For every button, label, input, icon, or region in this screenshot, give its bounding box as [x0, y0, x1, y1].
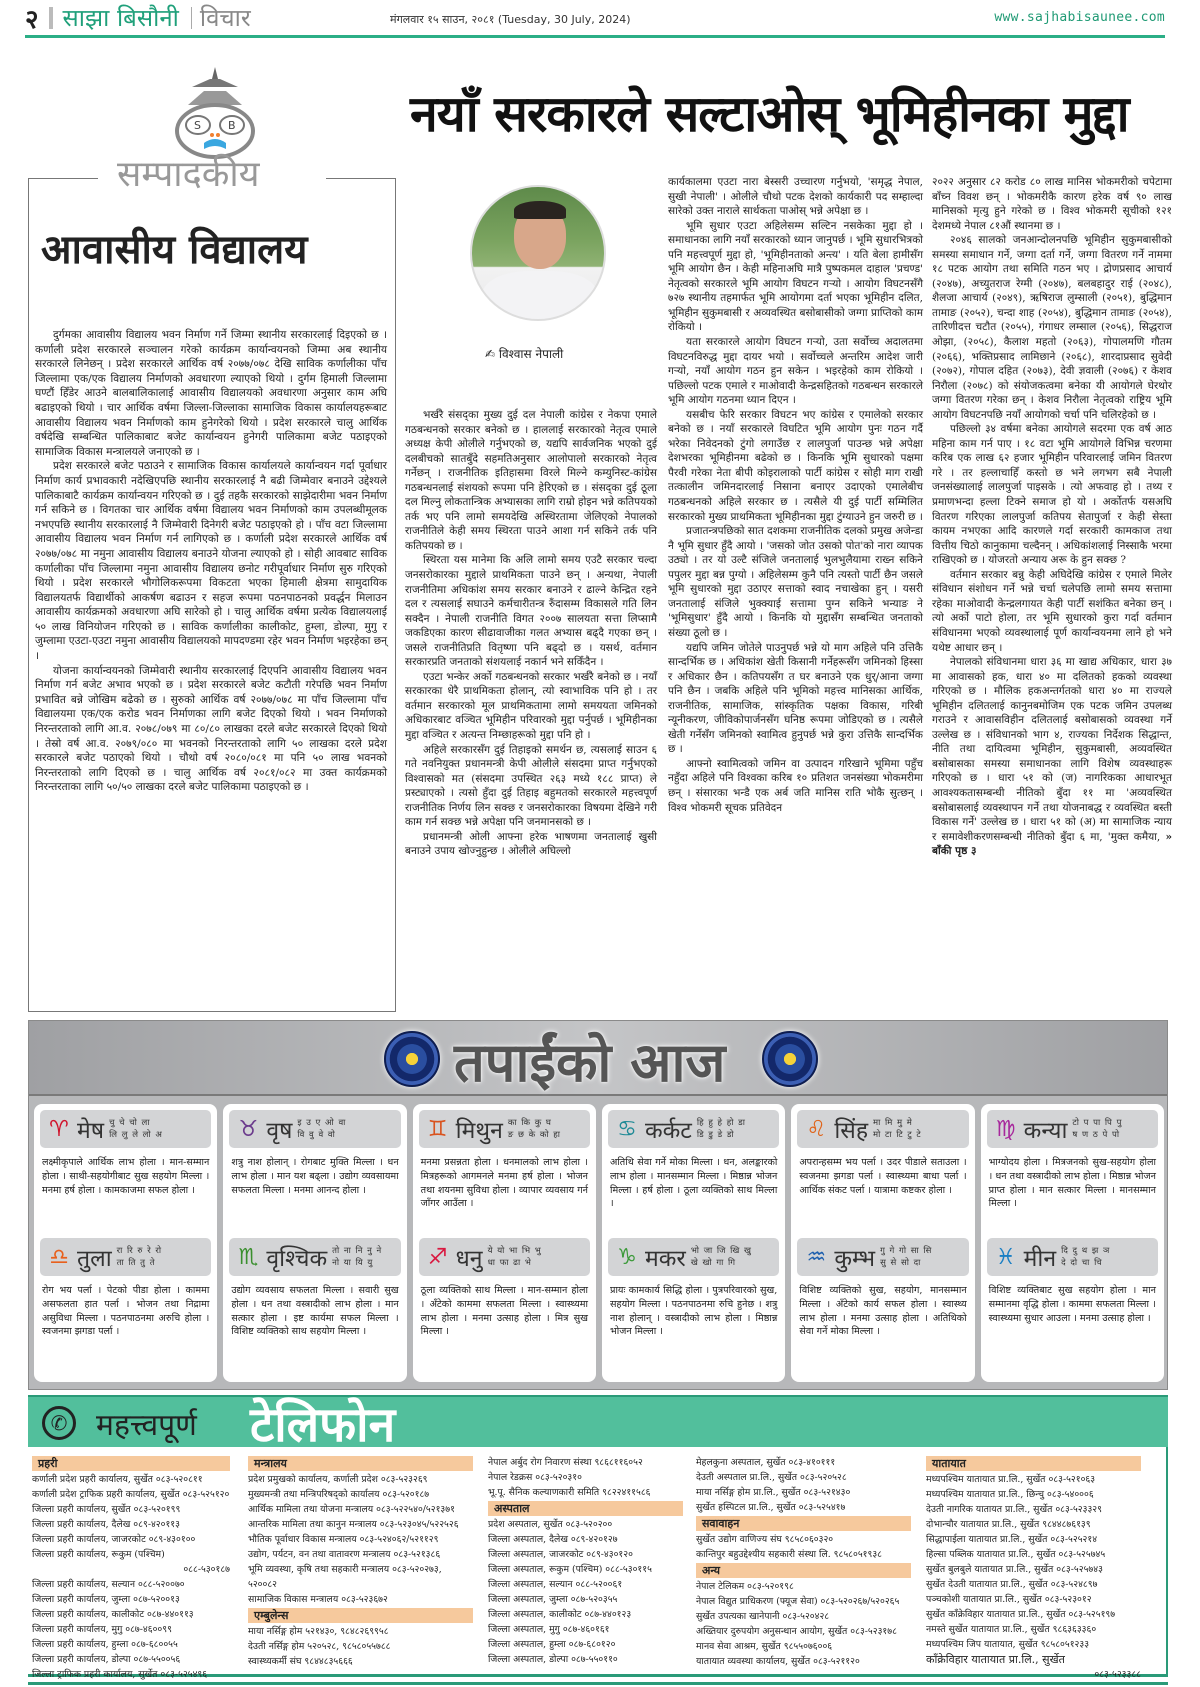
zodiac-name: तुला: [77, 1246, 112, 1272]
directory-entry: सुर्खेत देउती यातायात प्रा.लि., सुर्खेत ०८३-५२४८९७: [926, 1579, 1098, 1590]
svg-text:B: B: [228, 119, 236, 132]
article-paragraph: अहिले सरकारसँग दुई तिहाइको समर्थन छ, त्यसलाई साउन ६ गते नवनियुक्त प्रधानमन्त्री केपी ओलीले संसदमा प्राप्त गर्नुभएको विश्वासको मत (संसदमा उपस्थित २६३ मध्ये १८८ प्राप्त) ले प्रस्ट्याएको । त्यसो हुँदा दुई तिहाइ बहुमतको सरकारले महत्त्वपूर्ण राजनीतिक निर्णय लिन सक्छ र जनसरोकारका विषयमा देखिने गरी काम गर्न सक्छ भन्ने अपेक्षा पनि जनमानसको छ ।: [405, 743, 657, 829]
article-paragraph: [932, 655, 1172, 859]
zodiac-banner: [797, 1110, 968, 1148]
article-paragraph: २०४६ सालको जनआन्दोलनपछि भूमिहीन सुकुमबासीको समस्या समाधान गर्ने, जग्गा दर्ता गर्ने, जग्गा वितरण गर्ने नाममा १८ पटक आयोग तथा समिति गठन भए । द्रोणप्रसाद आचार्य (२०४७), अच्युतराज रेग्मी (२०४७), बलबहादुर राई (२०४८), शैलजा आचार्य (२०४९), ऋषिराज लुम्साली (२०५१), बुद्धिमान तामाङ (२०५२), चन्दा शाह (२०५४), बुद्धिमान तामाङ (२०५४), तारिणीदत्त चटौत (२०५५), गंगाधर लम्साल (२०५६), सिद्धराज ओझा, (२०५८), कैलाश महतो (२०६३), गोपालमणि गौतम (२०६६), भक्तिप्रसाद लामिछाने (२०६८), शारदाप्रसाद सुवेदी (२०७२), गोपाल दहित (२०७३), देवी ज्ञवाली (२०७६) र केशव निरौला (२०७८) को संयोजकत्वमा बनेका यी आयोगले घेरथोर जग्गा वितरण गरेका छन् । केशव निरौला नेतृत्वको राष्ट्रिय भूमि आयोग विघटनपछि नयाँ आयोगको चर्चा पनि चलिरहेको छ ।: [932, 234, 1172, 421]
zodiac-name: कुम्भ: [834, 1246, 876, 1272]
syllables-line: भो जा जि खि खु: [690, 1246, 752, 1256]
directory-entry: जिल्ला प्रहरी कार्यालय, रूकुम (पश्चिम): [32, 1549, 165, 1560]
syllables-line: दि दु थ झ ञ: [1061, 1246, 1111, 1256]
directory-entry: देउती अस्पताल प्रा.लि., सुर्खेत ०८३-५२०५२८: [696, 1472, 847, 1483]
syllables-line: टो प पा पि पु: [1072, 1118, 1123, 1128]
directory-entry: जिल्ला अस्पताल, मुगु ०८७-४६०१६१: [488, 1624, 610, 1635]
author-photo: [470, 185, 606, 321]
editorial-paragraph: दुर्गमका आवासीय विद्यालय भवन निर्माण गर्ने जिम्मा स्थानीय सरकारलाई दिइएको छ । कर्णाली प्रदेश सरकारले सञ्चालन गरेको कार्यक्रम कार्यान्वयनको जिम्मा अब स्थानीय सरकारले लिनेछन् । प्रदेश सरकारले आर्थिक वर्ष २०७७/०७८ देखि साविक कर्णालीका पाँच जिल्लामा एक/एक विद्यालय निर्माणको अवधारणा ल्याएको थियो । दुर्गम हिमाली जिल्लामा घण्टौं हिँडेर आउने बालबालिकालाई आवासीय विद्यालयको अवधारणा अनुसार काम अघि बढाइएको थियो । चार आर्थिक वर्षमा जिल्ला-जिल्लाका सामाजिक विकास कार्यालयहरूबाट आवासीय विद्यालय भवन निर्माणको काम हुनेगरेको थियो । प्रदेश सरकारले चालु आर्थिक वर्षदेखि सम्बन्धित पालिकाबाट बजेट कार्यान्वयन हुनेगरी पालिकामा बजेट पठाइएको सामाजिक विकास मन्त्रालयले जनाएको छ ।: [35, 329, 387, 458]
publication-date: मंगलवार १५ साउन, २०८१ (Tuesday, 30 July, 2024): [390, 13, 631, 26]
telephone-title-part2: टेलिफोन: [250, 1397, 396, 1453]
directory-entry: जिल्ला अस्पताल, हुम्ला ०८७-६८०१२०: [488, 1639, 616, 1650]
archer-icon: ♐: [427, 1244, 448, 1270]
directory-category: अन्य: [696, 1563, 911, 1578]
article-paragraph: यसबीच फेरि सरकार विघटन भए कांग्रेस र एमालेको सरकार बनेको छ । नयाँ सरकारले विघटित भूमि आयोग पुनः गठन गर्दै भरेका निवेदनको टुंगो लगाउँछ र लालपुर्जा पाउन्छ भन्ने अपेक्षा देशभरका भूमिहीनमा बढेको छ । किनकि भूमि सुधारको पक्षमा पैरवी गरेका नेता बीपी कोइरालाको पार्टी कांग्रेस र सोही माग राखी तत्कालीन जमिनदारलाई निसाना बनाएर उदाएको एमालेबीच गठबन्धनको अहिले सरकार छ । त्यसैले यी दुई पार्टी सम्मिलित सरकारको मुख्य प्राथमिकता भूमिहीनका मुद्दा टुंग्याउने हुन जरुरी छ ।: [668, 408, 923, 523]
directory-entry: काँक्रेविहार यातायात प्रा.लि., सुर्खेत: [926, 1653, 1065, 1666]
zodiac-prediction: विशिष्ट व्यक्तिको सुख, सहयोग, मानसम्मान मिल्ला । अँटेको कार्य सफल होला । स्वास्थ्य लाभ होला । मनमा उत्साह होला । अतिथिको सेवा गर्ने मोका मिल्ला ।: [799, 1285, 967, 1338]
syllables-line: डि डु डे डो: [696, 1130, 735, 1140]
masthead-divider: [49, 7, 53, 29]
directory-column: [32, 1455, 230, 1682]
directory-entry: कर्णाली प्रदेश ट्राफिक प्रहरी कार्यालय, सुर्खेत ०८३-५२५१२०: [32, 1489, 230, 1500]
zodiac-wheel-icon: [384, 1031, 440, 1087]
horoscope-card: [981, 1104, 1164, 1382]
article-paragraph: भर्खरै संसद्का मुख्य दुई दल नेपाली कांग्रेस र नेकपा एमाले गठबन्धनको सरकार बनेको छ । हाललाई सरकारको नेतृत्व एमाले अध्यक्ष केपी ओलीले गर्नुभएको छ, यद्यपि सार्वजनिक भएको दुई दलबीचको सातबुँदे सहमतिअनुसार आलोपालो सरकारको नेतृत्व गर्नेछन् । राजनीतिक इतिहासमा विरले मिल्ने कम्युनिस्ट-कांग्रेस गठबन्धनलाई संशयको रूपमा पनि हेरिएको छ । संसद्का दुई ठूला दल मिल्नु लोकतान्त्रिक अभ्यासका लागि राम्रो होइन भन्ने कतिपयको तर्क भए पनि लामो समयदेखि अस्थिरतामा जेलिएको नेपालको राजनीतिले केही समय स्थिरता पाउने आशा गर्न सकिने तर्क पनि कतिपयको छ ।: [405, 409, 657, 552]
telephone-title-part1: महत्त्वपूर्ण: [96, 1408, 197, 1443]
syllables-line: धा फा ढा भे: [487, 1258, 532, 1268]
directory-entry: पञ्चकोशी यातायात प्रा.लि., सुर्खेत ०८३-५२३०१२: [926, 1594, 1092, 1605]
directory-category: यातायात: [926, 1456, 1141, 1471]
twins-icon: ♊: [427, 1116, 448, 1142]
directory-entry: सुर्खेत बुलबुले यातायात प्रा.लि., सुर्खेत ०८३-५२५७४३: [926, 1564, 1103, 1575]
directory-entry: हिल्सा पब्लिक यातायात प्रा.लि., सुर्खेत ०८३-५२५७४५: [926, 1549, 1106, 1560]
continued-on-page-link[interactable]: » बाँकी पृष्ठ ३: [932, 830, 1172, 858]
zodiac-name: कर्कट: [644, 1118, 692, 1144]
directory-entry: देउती नागरिक यातायत प्रा.लि., सुर्खेत ०८३-५२३३२९: [926, 1504, 1102, 1515]
horoscope-card: [223, 1104, 406, 1382]
syllables-line: इ उ ए ओ वा: [297, 1118, 347, 1128]
horoscope-header: [29, 1021, 1167, 1096]
article-column-3: [932, 175, 1172, 859]
zodiac-name: सिंह: [834, 1118, 869, 1144]
directory-entry: जिल्ला अस्पताल, दैलेख ०८९-४२०१२७: [488, 1534, 618, 1545]
directory-entry: स्वास्थ्यकर्मी संघ ९८४४८३५६६६: [248, 1656, 353, 1667]
bull-icon: ♉: [238, 1116, 259, 1142]
syllables-line: मो टा टि टु टे: [873, 1130, 922, 1140]
directory-entry: जिल्ला अस्पताल, सल्यान ०८८-५२००६१: [488, 1579, 623, 1590]
directory-entry: माया नर्सिङ्ग होम प्रा.लि., सुर्खेत ०८३-५२१४३०: [696, 1487, 851, 1498]
masthead: [25, 0, 1165, 38]
masthead-divider: [191, 7, 192, 29]
zodiac-prediction: विशिष्ट व्यक्तिबाट सुख सहयोग होला । मान सम्मानमा वृद्धि होला । काममा सफलता मिल्ला । स्वास्थ्यमा सुधार आउला । मनमा उत्साह होला ।: [988, 1285, 1156, 1324]
telephone-header: [28, 1395, 1168, 1453]
article-paragraph: एउटा भन्केर अर्को गठबन्धनको सरकार भर्खरै बनेको छ । नयाँ सरकारका धेरै प्राथमिकता होलान्, त्यो स्वाभाविक पनि हो । तर वर्तमान सरकारको मूल प्राथमिकतामा लामो समययता जमिनको अधिकारबाट वञ्चित भूमिहीन परिवारको मुद्दा पर्नुपर्छ । भूमिहीनका मुद्दा वञ्चित र अत्यन्त निम्छाहरूको मुद्दा पनि हो ।: [405, 670, 657, 742]
zodiac-syllables: [508, 1117, 561, 1141]
author-name: विश्वास नेपाली: [498, 347, 564, 361]
article-paragraph: प्रधानमन्त्री ओली आफ्ना हरेक भाषणमा जनतालाई खुसी बनाउने उपाय खोज्नुहुन्छ । ओलीले अघिल्लो: [405, 830, 657, 858]
zodiac-name: मेष: [77, 1118, 105, 1144]
author-photo-hair: [514, 201, 566, 219]
zodiac-banner: [419, 1238, 590, 1276]
zodiac-name: कन्या: [1023, 1118, 1068, 1144]
author-photo-shirt: [482, 271, 598, 321]
directory-entry: मध्यपश्चिम जिप यातायात, सुर्खेत ९८५८०५१२३३: [926, 1639, 1090, 1650]
ram-icon: ♈: [49, 1116, 69, 1142]
directory-entry: सिद्धापाईला यातायात प्रा.लि., सुर्खेत ०८३-५२५२१४: [926, 1534, 1098, 1545]
directory-entry: भू.पू. सैनिक कल्याणकारी समिति ९८२२४११५८६: [488, 1487, 651, 1498]
article-paragraph: कार्यकालमा एउटा नारा बेस्सरी उच्चारण गर्नुभयो, 'समृद्ध नेपाल, सुखी नेपाली' । ओलीले चौथो पटक देशको कार्यकारी पद सम्हाल्दा सारेको उक्त नाराले सार्थकता पाओस् भन्ने अपेक्षा छ ।: [668, 176, 923, 218]
directory-entry: सुर्खेत उद्योग वाणिज्य संघ ९८५८०६०३२०: [696, 1534, 834, 1545]
section-name: विचार: [199, 4, 251, 32]
zodiac-syllables: [697, 1117, 746, 1141]
horoscope-card: [791, 1104, 974, 1382]
phone-icon: ✆: [42, 1406, 76, 1440]
directory-entry: जिल्ला प्रहरी कार्यालय, सुर्खेत ०८३-५२०१९९: [32, 1504, 181, 1515]
continued-label: बाँकी पृष्ठ ३: [932, 845, 977, 858]
directory-entry: देउती नर्सिङ्ग होम ५२०५२८, ९८५८०५५७८८: [248, 1641, 391, 1652]
zodiac-banner: [987, 1110, 1158, 1148]
scorpion-icon: ♏: [238, 1244, 259, 1270]
zodiac-syllables: [1072, 1117, 1122, 1141]
zodiac-name: वृश्चिक: [266, 1246, 328, 1272]
editorial-label: सम्पादकीय: [117, 154, 260, 195]
goat-icon: ♑: [617, 1244, 637, 1270]
directory-entry: नेपाल अर्बुद रोग निवारण संस्था ९८६८११६०५२: [488, 1457, 643, 1468]
directory-entry: कर्णाली प्रदेश प्रहरी कार्यालय, सुर्खेत ०८३-५२०८११: [32, 1474, 203, 1485]
article-paragraph: यद्यपि जमिन जोतेले पाउनुपर्छ भन्ने यो माग अहिले पनि उत्तिकै सान्दर्भिक छ । अधिकांश खेती किसानी गर्नेहरूसँग जमिनको हिस्सा र अधिकार छैन । कतिपयसँग त घर बनाउने एक धुर्/आना जग्गा पनि छैन । जबकि अहिले पनि भूमिको महत्त्व मानिसका आर्थिक, राजनीतिक, सामाजिक, सांस्कृतिक पक्षका विकास, गरिबी न्यूनीकरण, जीविकोपार्जनसँग घनिष्ठ रूपमा जोडिएको छ । त्यसैले खेती गर्नेसँग जमिनको स्वामित्व हुनुपर्छ भन्ने कुरा उत्तिकै सान्दर्भिक छ ।: [668, 641, 923, 756]
zodiac-prediction: अपरान्हसम्म भय पर्ला । उदर पीडाले सताउला । स्वजनमा झगडा पर्ला । स्वास्थ्यमा बाधा पर्ला । आर्थिक संकट पर्ला । यात्रामा कष्टकर होला ।: [799, 1157, 967, 1196]
lion-icon: ♌: [806, 1116, 827, 1142]
directory-entry: नेपाल रेडक्रस ०८३-५२०३१०: [488, 1472, 582, 1483]
directory-entry: भौतिक पूर्वाधार विकास मन्त्रालय ०८३-५२४०६२/५२११२९: [248, 1534, 439, 1545]
directory-entry: नेपाल विद्युत प्राधिकरण (फ्यूज सेवा) ०८३-५२०२६७/५२०२६५: [696, 1596, 900, 1607]
directory-entry: जिल्ला अस्पताल, कालीकोट ०८७-४४०१२३: [488, 1609, 632, 1620]
directory-entry: मध्यपश्चिम यातायात प्रा.लि., सुर्खेत ०८३-५२१०६३: [926, 1474, 1096, 1485]
pen-icon: ✍: [485, 347, 499, 361]
directory-entry: मानव सेवा आश्रम, सुर्खेत ९८५५०७६००६: [696, 1641, 833, 1652]
author-byline: [485, 345, 563, 362]
zodiac-syllables: [880, 1245, 932, 1269]
directory-entry: नमस्ते सुर्खेत यातायात प्रा.लि., सुर्खेत ९८६३६३३६०: [926, 1624, 1097, 1635]
zodiac-name: मीन: [1023, 1246, 1057, 1272]
horoscope-card: [34, 1104, 217, 1382]
article-paragraph: २०२२ अनुसार ८२ करोड ८० लाख मानिस भोकमरीको चपेटामा बाँच्न विवश छन् । भोकमरीकै कारण हरेक वर्ष ९० लाख मानिसको मृत्यु हुने गरेको छ । विश्व भोकमरी सूचीको १२१ देशमध्ये नेपाल ८१औं स्थानमा छ ।: [932, 176, 1172, 232]
directory-entry: कान्तिपुर बहुउद्देश्यीय सहकारी संस्था लि. ९८५८०५१९३८: [696, 1549, 883, 1560]
horoscope-card: [602, 1104, 785, 1382]
article-paragraph: पछिल्लो ३४ वर्षमा बनेका आयोगले सदरमा एक वर्ष आठ महिना काम गर्न पाए । १८ वटा भूमि आयोगले विभिन्न चरणमा करिब एक लाख ६२ हजार भूमिहीन परिवारलाई जमिन वितरण गरे । तर हल्लाचाहिँ कस्तो छ भने लगभग सबै नेपाली जनसंख्यालाई लालपुर्जा पाइसके । त्यो अफवाह हो । तथ्य र प्रमाणभन्दा हल्ला टिक्ने समाज हो यो । अर्कोतर्फ यसअघि वितरण गरिएका लालपुर्जा कतिपय सेतापुर्जा र केही सेस्ता कायम नभएका आदि कारणले गर्दा सरकारी कामकाज तथा वित्तीय चिठो कानुकामा चल्दैनन् । अधिकांशलाई निस्साकै भरमा राखिएको छ । योजरतो अन्याय अरू के हुन सक्छ ?: [932, 423, 1172, 567]
zodiac-banner: [229, 1238, 400, 1276]
article-headline: नयाँ सरकारले सल्टाओस् भूमिहीनका मुद्दा: [410, 85, 1129, 143]
directory-entry: दोभान्चौर यातायात प्रा.लि., सुर्खेत ९८४४८७६१३९: [926, 1519, 1091, 1530]
directory-entry: जिल्ला प्रहरी कार्यालय, डोल्पा ०८७-५५००५६: [32, 1654, 181, 1665]
directory-entry: जिल्ला प्रहरी कार्यालय, कालीकोट ०८७-४४०११३: [32, 1609, 194, 1620]
article-column-1: [405, 408, 657, 859]
zodiac-banner: [419, 1110, 590, 1148]
zodiac-syllables: [332, 1245, 382, 1269]
syllables-line: चु चे चो ला: [109, 1118, 151, 1128]
syllables-line: लि लु ले लो अ: [109, 1130, 163, 1140]
zodiac-name: वृष: [266, 1118, 293, 1144]
fish-icon: ♓: [995, 1244, 1016, 1270]
zodiac-syllables: [488, 1245, 542, 1269]
directory-category: सवावाहन: [696, 1516, 911, 1531]
directory-entry: प्रदेश प्रमुखको कार्यालय, कर्णाली प्रदेश ०८३-५२३२६९: [248, 1474, 428, 1485]
article-paragraph: प्रजातन्त्रपछिको सात दशकमा राजनीतिक दलको प्रमुख अजेन्डा नै भूमि सुधार हुँदै आयो । 'जसको जोत उसको पोत'को नारा व्यापक उठ्यो । तर यो उल्टै संजिले जनतालाई भुलभुलैयामा राख्न सकिने पपुलर मुद्दा बन्न पुग्यो । अहिलेसम्म कुनै पनि त्यस्तो पार्टी छैन जसले भूमि सुधारको मुद्दा उठाएर सत्ताको स्वाद नचाखेका हुन् । यसरी जनतालाई संजिले भुक्क्याई सत्तामा पुग्न सकिने भन्याङ ने 'भूमिसुधार' हुँदै आयो । किनकि यो मुद्दासँग सम्बन्धित जनताको संख्या ठूलो छ ।: [668, 525, 923, 639]
zodiac-name: मिथुन: [455, 1118, 503, 1144]
maiden-icon: ♍: [995, 1116, 1016, 1142]
horoscope-section: [28, 1020, 1168, 1390]
editorial-title: आवासीय विद्यालय: [41, 227, 308, 273]
zodiac-prediction: अतिथि सेवा गर्ने मोका मिल्ला । धन, अलङ्कारको लाभ होला । मानसम्मान मिल्ला । मिष्ठान्न भोजन मिल्ला । हर्ष होला । ठूला व्यक्तिको साथ मिल्ला ।: [609, 1157, 778, 1210]
directory-entry: जिल्ला प्रहरी कार्यालय, मुगु ०८७-४६००९९: [32, 1624, 172, 1635]
zodiac-prediction: ठूला व्यक्तिको साथ मिल्ला । मान-सम्मान होला । अँटेको काममा सफलता मिल्ला । स्वास्थ्यमा लाभ होला । मनमा उत्साह होला । मित्र सुख मिल्ला ।: [420, 1285, 588, 1338]
directory-entry: उद्योग, पर्यटन, वन तथा वातावरण मन्त्रालय ०८३-५२१३८६: [248, 1549, 441, 1560]
zodiac-banner: [797, 1238, 968, 1276]
zodiac-syllables: [873, 1117, 922, 1141]
directory-entry: सुर्खेत हस्पिटल प्रा.लि., सुर्खेत ०८३-५२५४१७: [696, 1502, 846, 1513]
directory-category: प्रहरी: [32, 1456, 230, 1471]
syllables-line: ष ण ठ पे पो: [1072, 1130, 1121, 1140]
directory-column: [488, 1455, 683, 1667]
zodiac-prediction: उद्योग व्यवसाय सफलता मिल्ला । सवारी सुख होला । धन तथा वस्त्रादीको लाभ होला । मान सत्कार होला । इष्ट कार्यमा सफल मिल्ला । विशिष्ट व्यक्तिको साथ सहयोग मिल्ला ।: [231, 1285, 399, 1338]
editorial-body: [35, 328, 387, 795]
directory-entry: जिल्ला प्रहरी कार्यालय, जुम्ला ०८७-५२००१३: [32, 1594, 180, 1605]
syllables-line: गु गे गो सा सि: [880, 1246, 933, 1256]
syllables-line: ये यो भा भि भु: [487, 1246, 542, 1256]
syllables-line: हि हु हे हो डा: [696, 1118, 746, 1128]
zodiac-wheel-icon: [762, 1031, 818, 1087]
editorial-paragraph: प्रदेश सरकारले बजेट पठाउने र सामाजिक विकास कार्यालयले कार्यान्वयन गर्दा पूर्वाधार निर्माण कार्य प्रभावकारी नदेखिएपछि स्थानीय सरकारलाई नै बढी जिम्मेवार बनाउने उद्देश्यले पालिकाबाटै कार्यक्रम कार्यान्वयन गरिएको छ । दुई तहकै सरकारको साझेदारीमा भवन निर्माण गर्न सकिने छ । विगतका चार आर्थिक वर्षमा विद्यालय भवन निर्माणको काम उपलब्धीमूलक नभएपछि स्थानीय सरकारलाई नै जिम्मेवारी दिनेगरी बजेट पठाइएको हो । पाँच वटा जिल्लामा आवासीय विद्यालय भवन निर्माण गर्न लागिएको छ । कर्णाली प्रदेश सरकारले आर्थिक वर्ष २०७७/०७८ मा नमुना आवासीय विद्यालय बनाउने योजना ल्याएको हो । सोही आवबाट साविक कर्णालीका पाँच जिल्लामा नमुना आवासीय विद्यालय छनोट गरीपूर्वाधार निर्माण सुरु गरिएको थियो । प्रदेश सरकारले भौगोलिकरूपमा विकटता भएका हिमाली क्षेत्रमा सामुदायिक विद्यालयतर्फ विद्यार्थीको आकर्षण बढाउन र सहज रूपमा पठनपाठनको प्रवर्द्धन मिलाउन आवासीय कार्यक्रमको अवधारणा अघि सारेको हो । चालु आर्थिक वर्षमा प्रत्येक विद्यालयलाई ५० लाख विनियोजन गरिएको छ । साविक कर्णालीका कालीकोट, हुम्ला, डोल्पा, मुगु र जुम्लामा एउटा-एउटा नमुना आवासीय विद्यालयको मापदण्डमा रहेर भवन निर्माण भइरहेका छन् ।: [35, 460, 387, 663]
directory-entry: प्रदेश अस्पताल, सुर्खेत ०८३-५२०२००: [488, 1519, 613, 1530]
directory-entry: जिल्ला प्रहरी कार्यालय, जाजरकोट ०८९-४३०१००: [32, 1534, 196, 1545]
directory-entry: मध्यपश्चिम यातायात प्रा.लि., छिन्चु ०८३-५४०००६: [926, 1489, 1094, 1500]
syllables-line: नो या यि यु: [332, 1258, 374, 1268]
directory-entry: भूमि व्यवस्था, कृषि तथा सहकारी मन्त्रालय ०८३-५२०२७३, ५२००८२: [248, 1564, 442, 1590]
article-column-2: [668, 175, 923, 815]
article-paragraph-text: नेपालको संविधानमा धारा ३६ मा खाद्य अधिकार, धारा ३७ मा आवासको हक, धारा ४० मा दलितको हकको व्यवस्था गरिएको छ । मौलिक हकअन्तर्गतको धारा ४० मा राज्यले भूमिहीन दलितलाई कानुनबमोजिम एक पटक जमिन उपलब्ध गराउने र आवासविहीन दलितलाई बसोबासको व्यवस्था गर्ने उल्लेख छ । संविधानको भाग ४, राज्यका निर्देशक सिद्धान्त, नीति तथा दायित्वमा भूमिहीन, सुकुमबासी, अव्यवस्थित बसोबासका समस्या समाधानका लागि विशेष व्यवस्थाहरू गरिएको छ । धारा ५१ को (ज) नागरिकका आधारभूत आवश्यकतासम्बन्धी नीतिको बुँदा ११ मा 'अव्यवस्थित बसोबासलाई व्यवस्थापन गर्ने तथा योजनाबद्ध र व्यवस्थित बस्ती विकास गर्ने' उल्लेख छ । धारा ५१ को (अ) मा सामाजिक न्याय र समावेशीकरणसम्बन्धी नीतिको बुँदा ६ मा, 'मुक्त कमैया,: [932, 656, 1172, 843]
syllables-line: मा मि मु मे: [873, 1118, 913, 1128]
zodiac-prediction: प्रायः कामकार्य सिद्धि होला । पुत्रपरिवारको सुख, सहयोग मिल्ला । पठनपाठनमा रुचि हुनेछ । शत्रु नाश होलान् । वस्त्रादीको लाभ होला । मिष्ठान्न भोजन मिल्ला ।: [609, 1285, 778, 1338]
directory-entry: आन्तरिक मामिला तथा कानुन मन्त्रालय ०८३-५२३०४५/५२२५२६: [248, 1519, 459, 1530]
crab-icon: ♋: [617, 1116, 637, 1142]
syllables-line: खे खो गा गि: [690, 1258, 737, 1268]
article-paragraph: वर्तमान सरकार बन्नु केही अघिदेखि कांग्रेस र एमाले मिलेर संविधान संशोधन गर्ने भन्ने चर्चा चलेपछि लामो समय सत्तामा रहेका माओवादी केन्द्रलगायत केही पार्टी सशंकित बनेका छन् । त्यो अर्को पाटो होला, तर भूमि सुधारको कुरा गर्दा वर्तमान संविधानमा भएको व्यवस्थालाई पूर्ण कार्यान्वयनमा लाने हो भने यथेष्ट आधार छन् ।: [932, 568, 1172, 654]
directory-entry: जिल्ला प्रहरी कार्यालय, सल्यान ०८८-५२००७०: [32, 1579, 185, 1590]
zodiac-name: धनु: [455, 1246, 483, 1272]
directory-entry: जिल्ला ट्राफिक प्रहरी कार्यालय, सुर्खेत ०८३-५२५४९६: [32, 1669, 208, 1680]
svg-text:S: S: [194, 119, 201, 132]
directory-entry: जिल्ला अस्पताल, डोल्पा ०८७-५५०११०: [488, 1654, 618, 1665]
directory-entry: माया नर्सिङ्ग होम ५२१४३०, ९८४८२६९९५८: [248, 1626, 389, 1637]
zodiac-prediction: शत्रु नाश होलान् । रोगबाट मुक्ति मिल्ला । धन लाभ होला । मान यश बढ्ला । उद्योग व्यवसायमा सफलता मिल्ला । मनमा आनन्द होला ।: [231, 1157, 399, 1196]
water-pot-icon: ♒: [806, 1244, 827, 1270]
directory-entry: नेपाल टेलिकम ०८३-५२०१९८: [696, 1581, 794, 1592]
directory-entry: यातायात व्यवस्था कार्यालय, सुर्खेत ०८३-५२११२०: [696, 1656, 860, 1667]
directory-entry: सुर्खेत उपत्यका खानेपानी ०८३-५२०४२८: [696, 1611, 830, 1622]
zodiac-syllables: [109, 1117, 163, 1141]
syllables-line: सु से सो दा: [880, 1258, 922, 1268]
directory-entry: जिल्ला अस्पताल, रूकुम (पश्चिम) ०८८-५३०११५: [488, 1564, 652, 1575]
syllables-line: दे दो चा चि: [1061, 1258, 1103, 1268]
scales-icon: ♎: [49, 1244, 69, 1270]
directory-entry: जिल्ला अस्पताल, जुम्ला ०८७-५२०३५५: [488, 1594, 618, 1605]
directory-category: मन्त्रालय: [248, 1456, 473, 1471]
horoscope-grid: [34, 1104, 1164, 1382]
editorial-box: [28, 154, 396, 1012]
syllables-line: ता ति तु ते: [116, 1258, 156, 1268]
zodiac-syllables: [691, 1245, 752, 1269]
article-paragraph: स्थिरता यस मानेमा कि अलि लामो समय एउटै सरकार चल्दा जनसरोकारका मुद्दाले प्राथमिकता पाउने छन् । अन्यथा, नेपाली राजनीतिमा अधिकांश समय सरकार बनाउने र ढाल्ने केन्द्रित रहने दल र त्यसलाई सघाउने कर्मचारीतन्त्र रुँदासम्म विकासले गति लिन सक्दैन । नेपाली राजनीति विगत २००७ सालयता सत्ता लिप्सामै जकडिएका कारण सीढावाजीका गलत अभ्यास बढ्दै गएका छन् । जसले राजनीतिप्रति वितृष्णा पनि बढ्दो छ । यसर्थ, वर्तमान सरकारप्रति जनताको संशयलाई नकार्न भने सकिँदैन ।: [405, 554, 657, 669]
directory-entry: जिल्ला प्रहरी कार्यालय, हुम्ला ०८७-६८००५५: [32, 1639, 178, 1650]
directory-entry: मेहलकुना अस्पताल, सुर्खेत ०८३-४१०१११: [696, 1457, 836, 1468]
zodiac-prediction: भाग्योदय होला । मित्रजनको सुख-सहयोग होला । धन तथा वस्त्रादीको लाभ होला । मिष्ठान्न भोजन प्राप्त होला । मान सत्कार मिल्ला । मानसम्मान मिल्ला ।: [988, 1157, 1156, 1210]
syllables-line: तो ना नि नु ने: [332, 1246, 383, 1256]
directory-entry: ०८३-५२३३८८: [1094, 1669, 1141, 1680]
article-paragraph: यता सरकारले आयोग विघटन गर्‍यो, उता सर्वोच्च अदालतमा विघटनविरुद्ध मुद्दा दायर भयो । सर्वोच्चले अन्तरिम आदेश जारी गर्‍यो, नयाँ आयोग गठन हुन सकेन । भइरहेको काम रोकियो । पछिल्लो पटक एमाले र माओवादी केन्द्रसहितको गठबन्धन सरकारले भूमि आयोग गठनमा ध्यान दिएन ।: [668, 336, 923, 407]
zodiac-prediction: मनमा प्रसन्नता होला । धनमालको लाभ होला । मित्रहरूको आगमनले मनमा हर्ष होला । भोजन तथा शयनमा सुविधा होला । व्यापार व्यवसाय गर्न जाँगर आउँला ।: [420, 1157, 588, 1210]
horoscope-title: तपाईंको आज: [454, 1031, 726, 1094]
directory-entry: अख्तियार दुरुपयोग अनुसन्धान आयोग, सुर्खेत ०८३-५२३१७८: [696, 1626, 897, 1637]
directory-category: एम्बुलेन्स: [248, 1608, 473, 1623]
zodiac-banner: [229, 1110, 400, 1148]
directory-column: [926, 1455, 1141, 1682]
directory-entry: जिल्ला अस्पताल, जाजरकोट ०८९-४३०१२०: [488, 1549, 633, 1560]
directory-category: अस्पताल: [488, 1501, 683, 1516]
page-number: २: [25, 4, 39, 35]
brand-name: साझा बिसौनी: [62, 4, 179, 32]
directory-entry: आर्थिक मामिला तथा योजना मन्त्रालय ०८३-५२२५४०/५२१३७१: [248, 1504, 455, 1515]
syllables-line: ङ छ के को हा: [507, 1130, 561, 1140]
syllables-line: रा रि रु रे रो: [116, 1246, 163, 1256]
directory-entry: मुख्यमन्त्री तथा मन्त्रिपरिषद्को कार्यालय ०८३-५२०१८७: [248, 1489, 430, 1500]
directory-column: [248, 1455, 473, 1669]
zodiac-syllables: [297, 1117, 346, 1141]
article-paragraph: भूमि सुधार एउटा अहिलेसम्म सल्टिन नसकेका मुद्दा हो । समाधानका लागि नयाँ सरकारको ध्यान जानुपर्छ । भूमि सुधारभित्रको पनि महत्त्वपूर्ण मुद्दा हो, 'भूमिहीनताको अन्त्य' । यति बेला हामीसँग भूमि आयोग छैन । केही महिनाअघि मात्रै पुष्पकमल दाहाल 'प्रचण्ड' नेतृत्वको सरकारले भूमि आयोग विघटन गर्‍यो । आयोग विघटनसँगै ७२७ स्थानीय तहमार्फत भूमि आयोगमा दर्ता भएका भूमिहीन दलित, भूमिहीन सुकुमबासी र अव्यवस्थित बसोबासीको जग्गा प्राप्तिको काम रोकियो ।: [668, 219, 923, 334]
zodiac-prediction: लक्ष्मीकृपाले आर्थिक लाभ होला । मान-सम्मान होला । साथी-सहयोगीबाट सुख सहयोग मिल्ला । मनमा हर्ष होला । कामकाजमा सफल होला ।: [42, 1157, 210, 1196]
zodiac-syllables: [1061, 1245, 1110, 1269]
horoscope-card: [413, 1104, 596, 1382]
editorial-paragraph: योजना कार्यान्वयनको जिम्मेवारी स्थानीय सरकारलाई दिएपनि आवासीय विद्यालय भवन निर्माण गर्न बजेट अभाव भएको छ । प्रदेश सरकारले बजेट कटौती गरेपछि भवन निर्माण प्रभावित बन्ने जोखिम बढेको छ । सुरुको आर्थिक वर्ष २०७७/०७८ मा पाँच जिल्लामा पाँच विद्यालयमा एक/एक करोड भवन निर्माणका लागि बजेट दिएको थियो । भवन निर्माणको निरन्तरताको लागि आ.व. २०७८/०७९ मा ८०/८० लाखका दरले बजेट सरकारले दिएको थियो । तेस्रो वर्ष आ.व. २०७९/०८० मा भवनको निरन्तरताको लागि ५० लाखका दरले प्रदेश सरकारले बजेट पठाएको थियो । चौथो वर्ष २०८०/०८१ मा पनि ५० लाख भवनको निरन्तरताको लागि दिएको छ । चालु आर्थिक वर्ष २०८१/०८२ मा उक्त कार्यक्रमको निरन्तरताका लागि ५०/५० लाखका दरले बजेट पालिकामा पठाइएको छ ।: [35, 664, 387, 794]
website-link[interactable]: www.sajhabisaunee.com: [994, 10, 1165, 25]
article-paragraph: आफ्नो स्वामित्वको जमिन वा उत्पादन गरिखाने भूमिमा पहुँच नहुँदा अहिले पनि विश्वका करिब १० प्रतिशत जनसंख्या भोकमरीमा छन् । संसारका भन्डै एक अर्ब जति मानिस राति भोकै सुत्छन् । विश्व भोकमरी सूचक प्रतिवेदन: [668, 757, 923, 814]
page-bottom-rule: [28, 1682, 1168, 1685]
zodiac-banner: [987, 1238, 1158, 1276]
telephone-directory: [28, 1447, 1168, 1680]
directory-entry: जिल्ला प्रहरी कार्यालय, दैलेख ०८९-४२०११३: [32, 1519, 180, 1530]
syllables-line: वि वु वे वो: [297, 1130, 336, 1140]
zodiac-banner: [608, 1238, 779, 1276]
zodiac-banner: [40, 1110, 211, 1148]
directory-column: [696, 1455, 911, 1669]
directory-entry: सामाजिक विकास मन्त्रालय ०८३-५२३६७२: [248, 1594, 388, 1605]
zodiac-banner: [608, 1110, 779, 1148]
zodiac-name: मकर: [644, 1246, 686, 1272]
zodiac-syllables: [117, 1245, 162, 1269]
zodiac-prediction: रोग भय पर्ला । पेटको पीडा होला । काममा असफलता हात पर्ला । भोजन तथा निद्रामा असुविधा मिल्ला । पठनपाठनमा अरुचि होला । स्वजनमा झगडा पर्ला ।: [42, 1285, 210, 1338]
directory-entry: ०८८-५३०१८७: [183, 1564, 230, 1575]
syllables-line: का कि कु घ: [507, 1118, 552, 1128]
zodiac-banner: [40, 1238, 211, 1276]
directory-entry: सुर्खेत काँक्रेविहार यातायात प्रा.लि., सुर्खेत ०८३-५२५१९७: [926, 1609, 1116, 1620]
